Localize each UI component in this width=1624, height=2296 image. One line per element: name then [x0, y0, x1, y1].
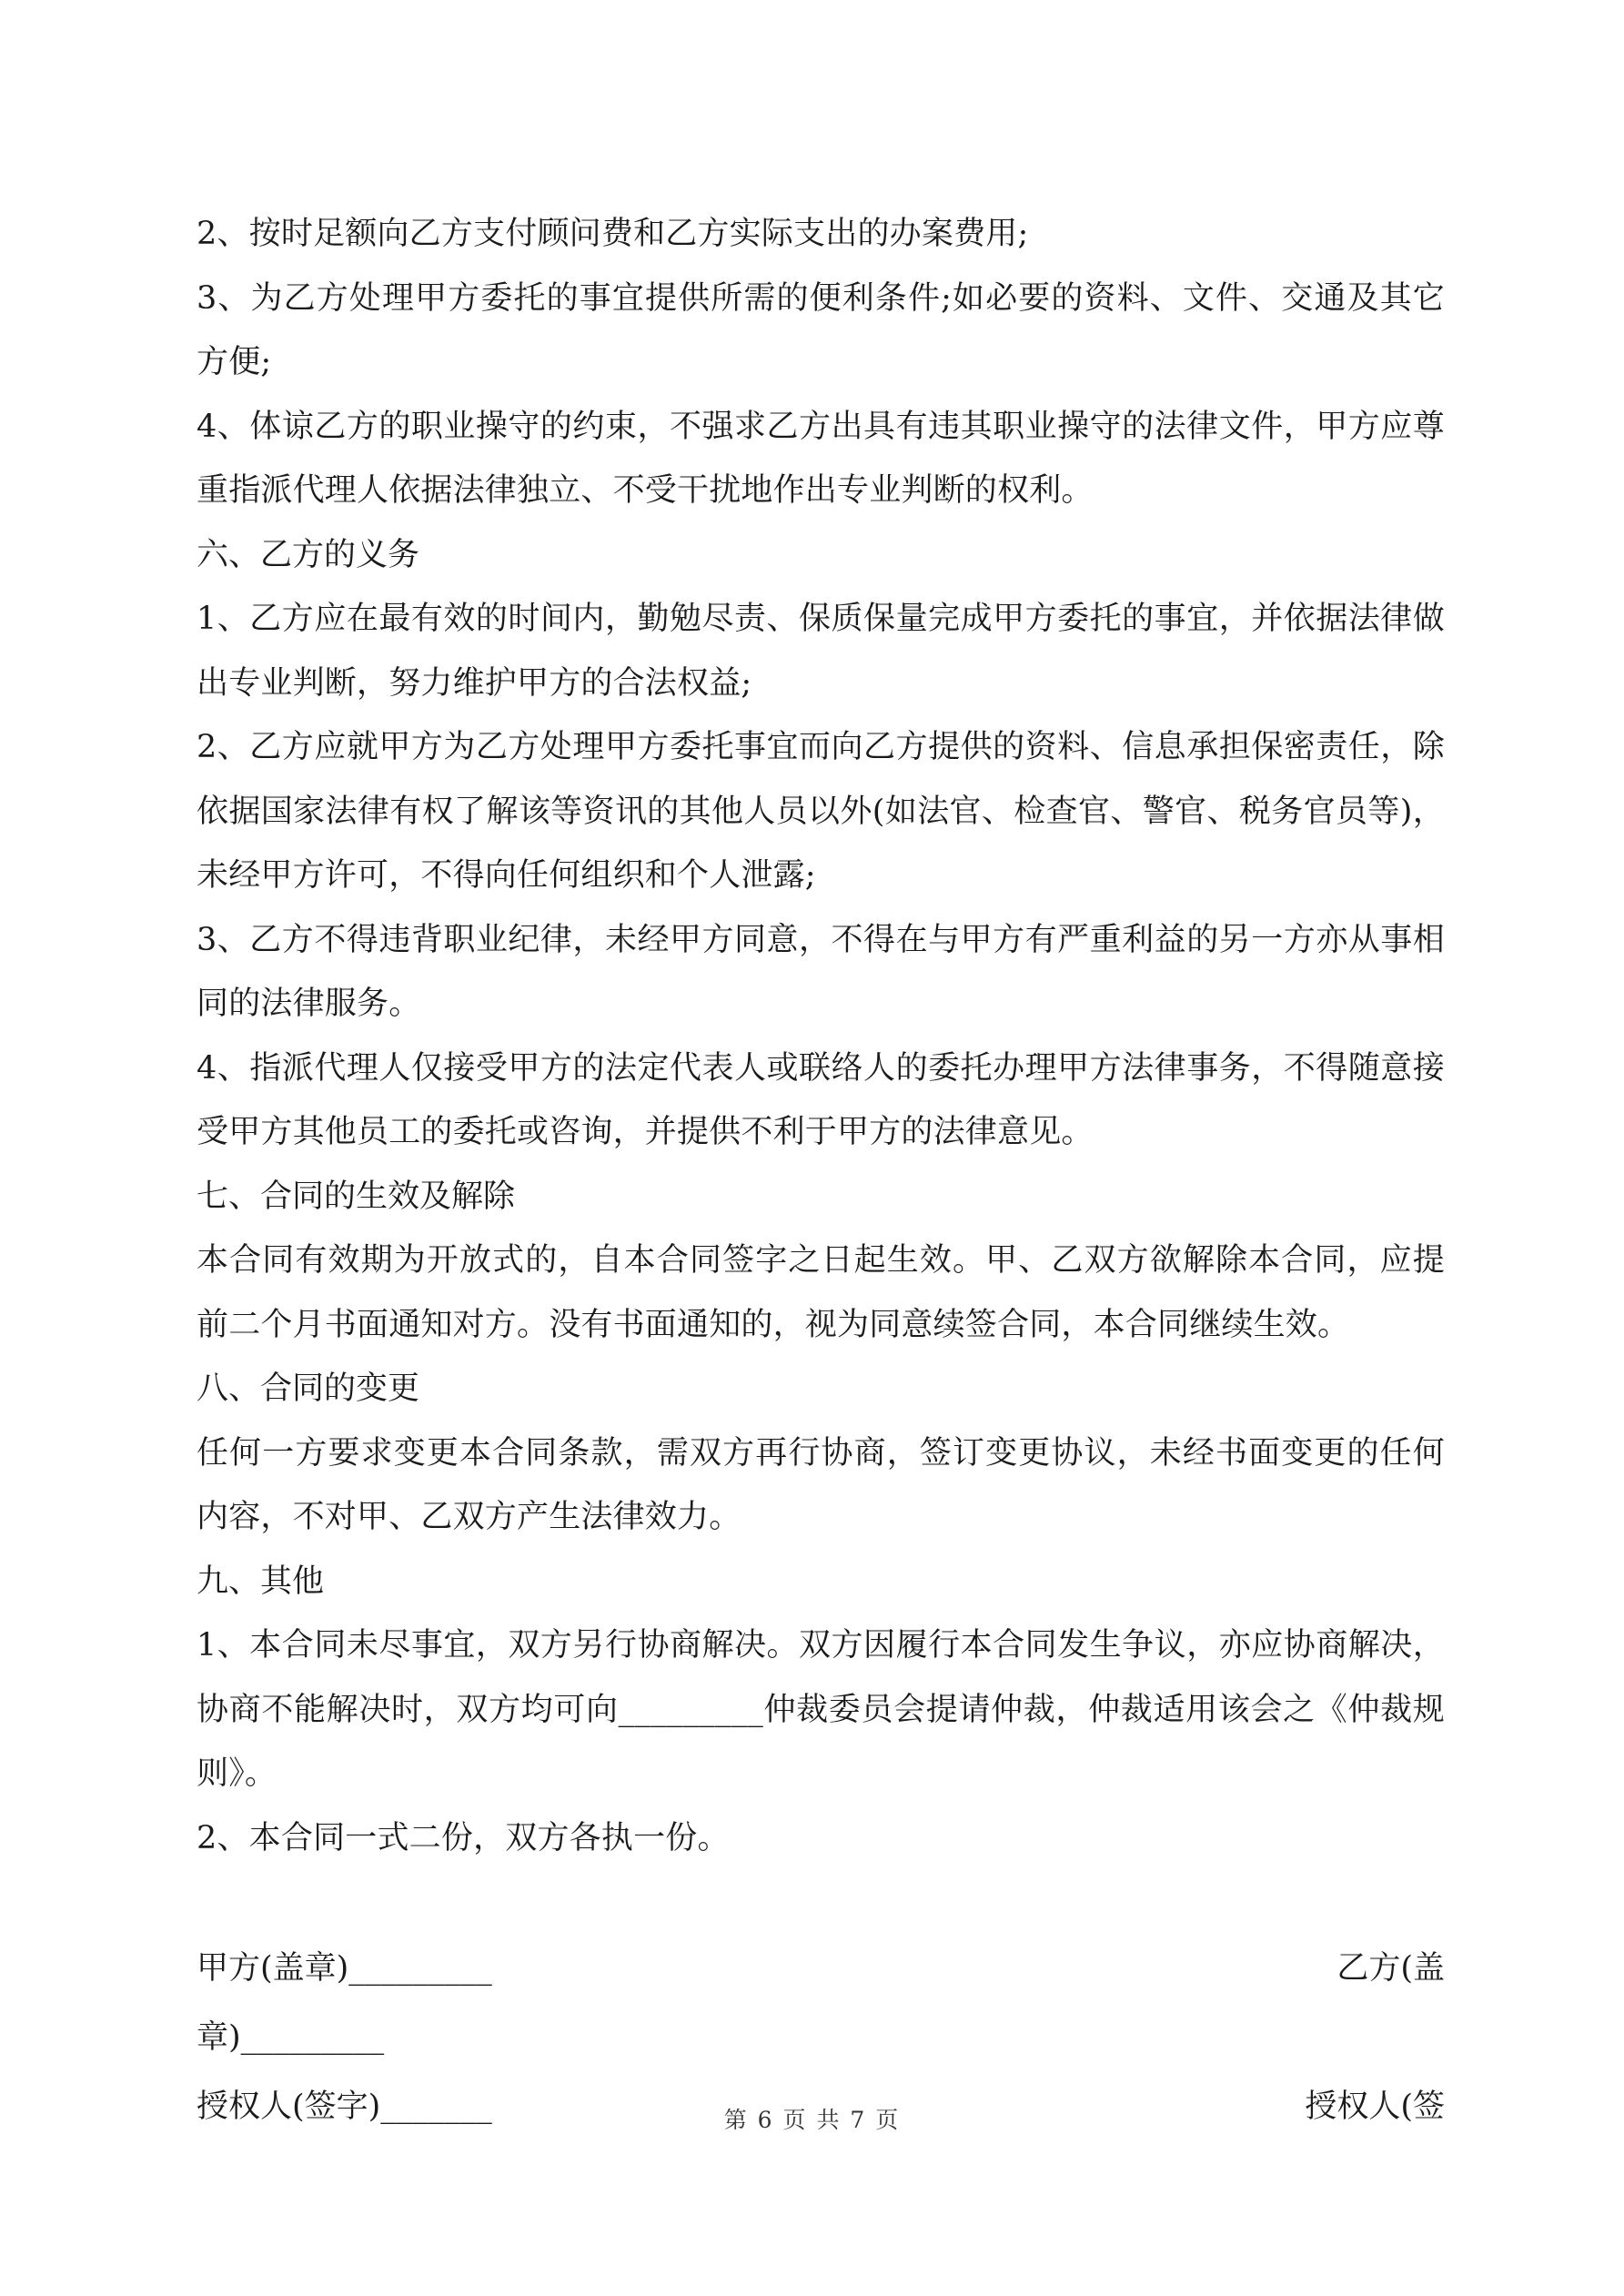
party-b-seal: 乙方(盖 — [1337, 1950, 1445, 1987]
section-heading-8: 八、合同的变更 — [197, 1371, 420, 1407]
party-a-seal: 甲方(盖章)_________ — [197, 1950, 492, 1987]
party-a-authorized: 授权人(签字)_______ — [197, 2089, 492, 2125]
party-b-authorized: 授权人(签 — [1305, 2089, 1445, 2125]
clause-other-1: 1、本合同未尽事宜，双方另行协商解决。双方因履行本合同发生争议，亦应协商解决，协商不能解决时，双方均可向_________仲裁委员会提请仲裁，仲裁适用该会之《仲裁规则》。 — [197, 1627, 1445, 1792]
section-heading-7: 七、合同的生效及解除 — [197, 1178, 516, 1215]
clause-change: 任何一方要求变更本合同条款，需双方再行协商，签订变更协议，未经书面变更的任何内容，不对甲、乙双方产生法律效力。 — [197, 1434, 1445, 1535]
clause-other-2: 2、本合同一式二份，双方各执一份。 — [197, 1819, 730, 1856]
clause-b-2: 2、乙方应就甲方为乙方处理甲方委托事宜而向乙方提供的资料、信息承担保密责任，除依据国家法律有权了解该等资讯的其他人员以外(如法官、检查官、警官、税务官员等)，未经甲方许可，不得向任何组织和个人泄露; — [197, 729, 1445, 894]
clause-a-3: 3、为乙方处理甲方委托的事宜提供所需的便利条件;如必要的资料、文件、交通及其它方便; — [197, 279, 1445, 380]
clause-effect: 本合同有效期为开放式的，自本合同签字之日起生效。甲、乙双方欲解除本合同，应提前二个月书面通知对方。没有书面通知的，视为同意续签合同，本合同继续生效。 — [197, 1242, 1445, 1343]
clause-a-4: 4、体谅乙方的职业操守的约束，不强求乙方出具有违其职业操守的法律文件，甲方应尊重指派代理人依据法律独立、不受干扰地作出专业判断的权利。 — [197, 408, 1445, 509]
clause-b-1: 1、乙方应在最有效的时间内，勤勉尽责、保质保量完成甲方委托的事宜，并依据法律做出专业判断，努力维护甲方的合法权益; — [197, 601, 1445, 702]
contract-body — [197, 202, 1445, 1870]
party-b-seal-cont: 章)_________ — [197, 2019, 385, 2056]
section-heading-6: 六、乙方的义务 — [197, 536, 420, 573]
clause-b-4: 4、指派代理人仅接受甲方的法定代表人或联络人的委托办理甲方法律事务，不得随意接受甲方其他员工的委托或咨询，并提供不利于甲方的法律意见。 — [197, 1049, 1445, 1150]
clause-a-2: 2、按时足额向乙方支付顾问费和乙方实际支出的办案费用; — [197, 216, 1029, 252]
page-footer: 第 6 页 共 7 页 — [723, 2107, 901, 2133]
section-heading-9: 九、其他 — [197, 1563, 325, 1600]
signature-row-seal — [197, 1937, 1445, 2006]
clause-b-3: 3、乙方不得违背职业纪律，未经甲方同意，不得在与甲方有严重利益的另一方亦从事相同的法律服务。 — [197, 921, 1445, 1022]
signature-row-seal-cont — [197, 2006, 1445, 2075]
